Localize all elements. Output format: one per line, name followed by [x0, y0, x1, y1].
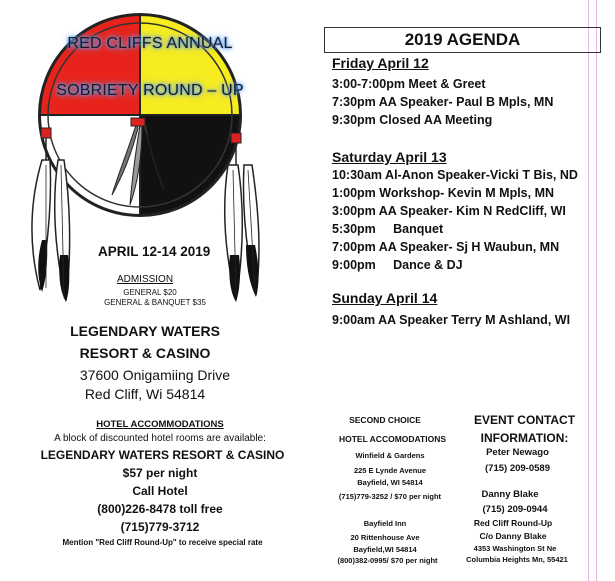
agenda-item: 10:30am Al-Anon Speaker-Vicki T Bis, ND	[332, 168, 578, 182]
contact-phone-2: (715) 209-0944	[482, 504, 548, 515]
agenda-item: 5:30pm Banquet	[332, 222, 444, 236]
hotel-name: LEGENDARY WATERS RESORT & CASINO	[40, 448, 285, 462]
margin-line-2	[596, 0, 597, 581]
admission-banquet: GENERAL & BANQUET $35	[104, 298, 206, 307]
agenda-item: 9:00pm Dance & DJ	[332, 258, 463, 272]
contact-city: Columbia Heights Mn, 55421	[466, 555, 568, 564]
hotel-intro: A block of discounted hotel rooms are available:	[54, 433, 266, 444]
hotel-call: Call Hotel	[132, 484, 188, 498]
venue-name-line-2: RESORT & CASINO	[79, 345, 211, 361]
hotel1-name: Winfield & Gardens	[355, 451, 425, 460]
hotel-mention: Mention "Red Cliff Round-Up" to receive special rate	[62, 538, 263, 547]
event-dates: APRIL 12-14 2019	[98, 244, 211, 259]
hotel2-phone: (800)382-0995/ $70 per night	[337, 556, 438, 565]
event-title-line-2: SOBRIETY ROUND – UP	[56, 82, 244, 99]
yellow-quadrant	[140, 15, 240, 115]
agenda-item: 7:30pm AA Speaker- Paul B Mpls, MN	[332, 95, 554, 109]
agenda-day-sunday: Sunday April 14	[332, 290, 438, 306]
second-choice-heading: SECOND CHOICE	[349, 415, 421, 425]
venue-name-line-1: LEGENDARY WATERS	[70, 323, 220, 339]
agenda-day-friday: Friday April 12	[332, 55, 429, 71]
hotel-local-phone: (715)779-3712	[120, 520, 200, 534]
hotel2-address-1: 20 Rittenhouse Ave	[350, 533, 420, 542]
agenda-item: 9:30pm Closed AA Meeting	[332, 113, 493, 127]
contact-heading-2: INFORMATION:	[480, 431, 569, 445]
hotel2-name: Bayfield Inn	[363, 519, 407, 528]
hotel1-address-1: 225 E Lynde Avenue	[353, 466, 427, 475]
contact-person-2: Danny Blake	[481, 489, 539, 500]
agenda-title: 2019 AGENDA	[324, 27, 601, 53]
agenda-item: 1:00pm Workshop- Kevin M Mpls, MN	[332, 186, 555, 200]
hotel-heading: HOTEL ACCOMMODATIONS	[96, 419, 224, 430]
agenda-day-saturday: Saturday April 13	[332, 149, 447, 165]
hotel2-address-2: Bayfield,WI 54814	[353, 545, 417, 554]
event-title-line-1: RED CLIFFS ANNUAL	[67, 35, 233, 52]
venue-address-line-1: 37600 Onigamiing Drive	[79, 367, 231, 383]
hotel-tollfree: (800)226-8478 toll free	[97, 502, 223, 516]
admission-label: ADMISSION	[116, 274, 174, 285]
hotel-rate: $57 per night	[122, 466, 198, 480]
hotel1-phone: (715)779-3252 / $70 per night	[338, 492, 442, 501]
red-quadrant	[40, 15, 140, 115]
contact-phone-1: (715) 209-0589	[485, 463, 550, 474]
contact-heading-1: EVENT CONTACT	[473, 413, 576, 427]
agenda-item: 7:00pm AA Speaker- Sj H Waubun, MN	[332, 240, 560, 254]
second-choice-subheading: HOTEL ACCOMODATIONS	[338, 434, 447, 444]
contact-org: Red Cliff Round-Up	[473, 518, 553, 528]
contact-care-of: C/o Danny Blake	[479, 531, 547, 541]
agenda-item: 3:00pm AA Speaker- Kim N RedCliff, WI	[332, 204, 566, 218]
contact-person-1: Peter Newago	[486, 447, 549, 458]
agenda-item: 3:00-7:00pm Meet & Greet	[332, 77, 486, 91]
margin-line-1	[588, 0, 589, 581]
hotel1-address-2: Bayfield, WI 54814	[357, 478, 423, 487]
contact-street: 4353 Washington St Ne	[473, 544, 557, 553]
agenda-item: 9:00am AA Speaker Terry M Ashland, WI	[332, 313, 571, 327]
venue-address-line-2: Red Cliff, Wi 54814	[84, 386, 206, 402]
admission-general: GENERAL $20	[123, 288, 177, 297]
